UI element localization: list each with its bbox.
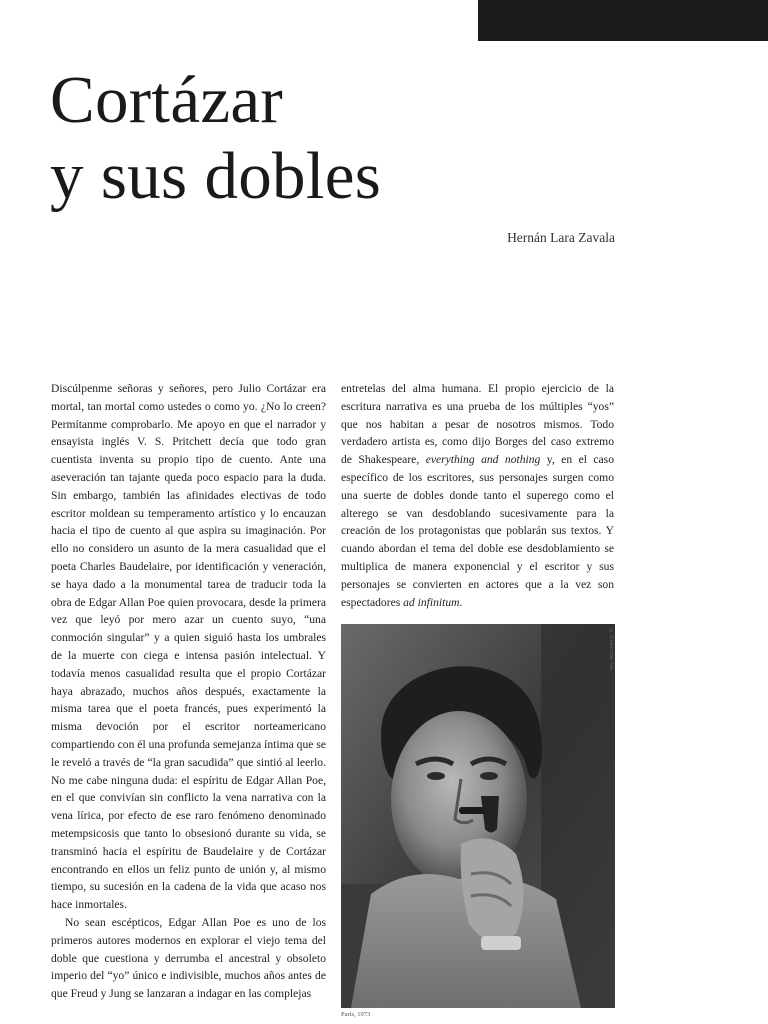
author-byline: Hernán Lara Zavala bbox=[507, 230, 615, 245]
author-photo bbox=[341, 624, 615, 1008]
text-run: y, en el caso específico de los escritores, sus personajes surgen como una suerte de dobles donde tanto el superego como el alterego se van desdoblando sucesivamente para la creación de los protagonistas que poblarán sus textos. Y cuando abordan el tema del doble ese desdoblamiento se multiplica de manera exponencial y el escritor y sus personajes se convierten en actores que a la vez son espectadores bbox=[341, 453, 614, 609]
paragraph: No sean escépticos, Edgar Allan Poe es uno de los primeros autores modernos en explorar el viejo tema del doble que cuestiona y derrumba el ancestral y obsoleto imperio del “yo” único e indivisible, muchos años antes de que Freud y Jung se lanzaran a indagar en las complejas bbox=[51, 915, 326, 1001]
article-title bbox=[50, 62, 381, 214]
italic-phrase: ad infinitum bbox=[403, 595, 460, 609]
text-run: . bbox=[459, 595, 463, 609]
italic-phrase: everything and nothing bbox=[425, 453, 541, 467]
header-bar bbox=[478, 0, 768, 41]
text-column-left bbox=[51, 380, 326, 1003]
paragraph: Discúlpenme señoras y señores, pero Julio Cortázar era mortal, tan mortal como ustedes o como yo. ¿No lo creen? Permítanme comprobarlo. Me apoyo en que el narrador y ensayista inglés V. S. Pritchett decía que todo gran cuentista inventa su propio tipo de cuento. Ante una aseveración tan tajante queda poco espacio para la duda. Sin embargo, también las afinidades electivas de todo escritor moldean su temperamento artístico y lo encauzan hacia el tipo de cuento al que aspira su imaginación. Por ello no considero un asunto de la mera casualidad que el poeta Charles Baudelaire, por identificación y veneración, se haya dado a la monumental tarea de traducir toda la obra de Edgar Allan Poe quien provocara, desde la primera vez que leyó por mero azar un cuento suyo, “una conmoción singular” y a quien siguió hasta los umbrales de la muerte con ciega e intensa pasión intelectual. Y todavía menos casualidad resulta que el propio Cortázar haya abrazado, muchos años después, exactamente la misma tarea que el poeta francés, pues experimentó la misma devoción por el escritor norteamericano compartiendo con él una profunda semejanza íntima que se le reveló a través de “la gran sacudida” que sintió al leerlo. No me cabe ninguna duda: el espíritu de Edgar Allan Poe, en el que convivían sin conflicto la vena narrativa con la vena lírica, por efecto de ese raro fenómeno denominado metempsicosis que tanto lo obsesionó durante su vida, se transminó hacia el espíritu de Baudelaire y de Cortázar encontrando en ellos un feliz punto de unión y, al mismo tiempo, su sucesión en la cadena de la vida que acaso nos hace inmortales. bbox=[51, 382, 326, 912]
text-run: entretelas del alma humana. El propio ejercicio de la escritura narrativa es una prueba de los múltiples “yos” que nos habitan a pesar de nosotros mismos. Todo verdadero artista es, como dijo Borges del caso extremo de Shakespeare, bbox=[341, 382, 614, 467]
title-line-2: y sus dobles bbox=[50, 139, 382, 213]
photo-credit: © Colección Ala bbox=[608, 628, 614, 670]
text-column-right bbox=[341, 380, 614, 611]
portrait-illustration bbox=[341, 624, 615, 1008]
paragraph bbox=[341, 380, 614, 611]
title-line-1: Cortázar bbox=[50, 63, 284, 137]
photo-caption: París, 1973 bbox=[341, 1011, 371, 1018]
